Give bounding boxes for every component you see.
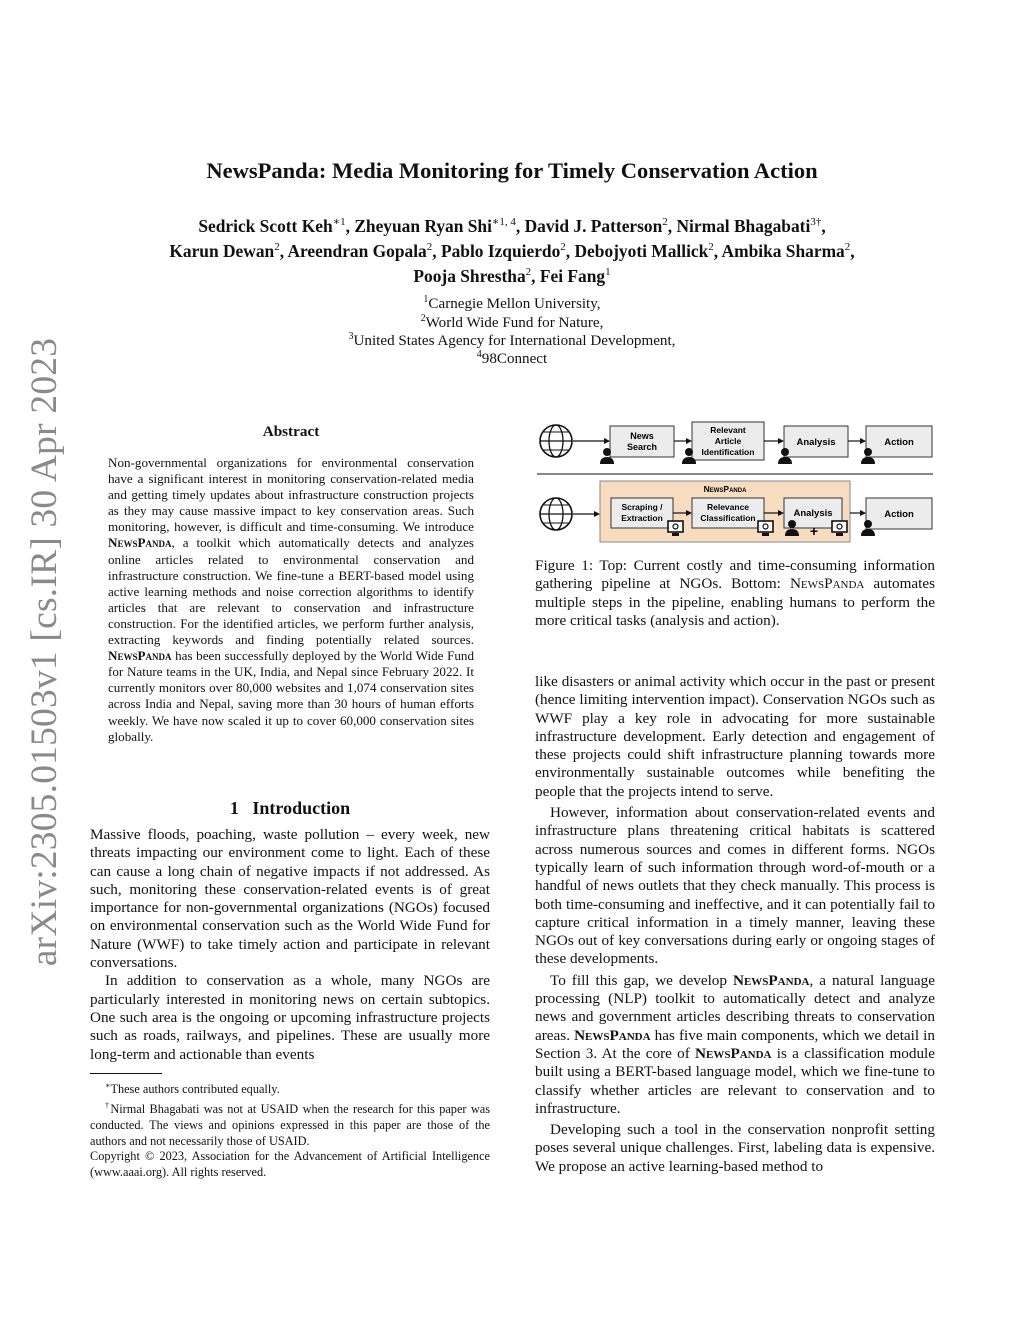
arxiv-identifier-stamp: arXiv:2305.01503v1 [cs.IR] 30 Apr 2023 <box>24 337 65 967</box>
scraping-extraction-node <box>611 498 673 528</box>
section-heading-introduction: 1 Introduction <box>229 798 351 818</box>
svg-text:Scraping /: Scraping / <box>621 502 663 512</box>
svg-text:Action: Action <box>884 437 914 448</box>
figure-1-caption: Figure 1: Top: Current costly and time-consuming information gathering pipeline at NGOs. Bottom: NewsPanda automates multiple steps in the pipeline, enabling humans to perform the more critical tasks (analysis and action). <box>535 557 935 629</box>
plus-icon: + <box>809 523 819 539</box>
affiliation: $^1$Carnegie Mellon University, <box>423 294 601 313</box>
footnote-1: ∗These authors contributed equally. <box>105 1081 280 1097</box>
right-paragraph-4: Developing such a tool in the conservation nonprofit setting poses several unique challenges. First, labeling data is expensive. We propose an active learning-based method to <box>535 1121 935 1175</box>
globe-icon <box>540 498 572 530</box>
svg-text:Analysis: Analysis <box>796 437 836 448</box>
intro-paragraph-2: In addition to conservation as a whole, many NGOs are particularly interested in monitoring news on certain subtopics. One such area is the ongoing or upcoming infrastructure projects such as roads, railways, and pipelines. These are usually more long-term and actionable than events <box>90 972 490 1063</box>
top-pipeline <box>540 422 932 464</box>
author-line-1: Sedrick Scott Keh$^{∗1}$, Zheyuan Ryan Shi$^{∗1, 4}$, David J. Patterson$^2$, Nirmal Bhagabati$^{3\dagger}$, <box>198 215 826 236</box>
bottom-pipeline <box>540 481 932 542</box>
affiliation: $^3$United States Agency for International Development, <box>348 331 676 350</box>
footnote-2: †Nirmal Bhagabati was not at USAID when the research for this paper was conducted. The views and opinions expressed in this paper are those of the authors and not necessarily those of USAID. <box>90 1100 491 1148</box>
action-node-automated <box>866 498 932 529</box>
svg-text:Relevant: Relevant <box>710 425 746 435</box>
svg-text:Analysis: Analysis <box>793 508 833 519</box>
right-column-body <box>535 673 935 1176</box>
action-node <box>866 426 932 457</box>
news-search-node <box>610 426 674 457</box>
paper-title: NewsPanda: Media Monitoring for Timely Conservation Action <box>206 158 818 183</box>
pipeline-diagram-svg <box>533 418 937 548</box>
footnotes <box>90 1078 490 1181</box>
svg-text:Relevance: Relevance <box>706 502 750 512</box>
abstract-heading: Abstract <box>262 423 320 440</box>
footnote-divider <box>90 1073 162 1074</box>
abstract-body: Non-governmental organizations for environmental conservation have a significant interest in monitoring conservation-related media and getting timely updates about infrastructure construction projects as they may cause massive impact to key conservation areas. Such monitoring, however, is difficult and time-consuming. We introduce NewsPanda, a toolkit which automatically detects and analyzes online articles related to environmental conservation and infrastructure construction. We fine-tune a BERT-based model using active learning methods and noise correction algorithms to identify articles that are relevant to conservation and infrastructure construction. For the identified articles, we perform further analysis, extracting keywords and finding potentially related sources. NewsPanda has been successfully deployed by the World Wide Fund for Nature teams in the UK, India, and Nepal since February 2022. It currently monitors over 80,000 websites and 1,074 conservation sites across India and Nepal, saving more than 30 hours of human efforts weekly. We have now scaled it up to cover 60,000 conservation sites globally. <box>108 455 474 744</box>
analysis-node <box>784 426 848 457</box>
svg-text:Classification: Classification <box>700 513 756 523</box>
author-line-3: Pooja Shrestha$^2$, Fei Fang$^1$ <box>413 265 611 286</box>
author-line-2: Karun Dewan$^2$, Areendran Gopala$^2$, Pablo Izquierdo$^2$, Debojyoti Mallick$^2$, Ambika Sharma$^2$, <box>169 240 855 261</box>
right-paragraph-1: like disasters or animal activity which occur in the past or present (hence limiting intervention impact). Conservation NGOs such as WWF play a key role in advocating for more sustainable infrastructure development. Early detection and engagement of these projects could shift infrastructure planning towards more environmentally sustainable outcomes while benefiting the people that the projects intend to serve. <box>535 673 935 800</box>
right-paragraph-2: However, information about conservation-related events and infrastructure plans threatening critical habitats is scattered across numerous sources and comes in different forms. NGOs typically learn of such information through word-of-mouth or a handful of news outlets that they check manually. This process is both time-consuming and ineffective, and it can potentially fail to capture critical information in a timely manner, leaving these NGOs out of key conversations during early or ongoing stages of these developments. <box>535 804 935 968</box>
svg-text:Identification: Identification <box>701 447 755 457</box>
svg-text:News: News <box>630 431 654 441</box>
globe-icon <box>540 425 572 457</box>
intro-paragraph-1: Massive floods, poaching, waste pollution – every week, new threats impacting our environment come to light. Each of these can cause a long chain of negative impacts if not addressed. As such, monitoring these conservation-related events is of great importance for non-governmental organizations (NGOs) focused on environmental conservation such as the World Wide Fund for Nature (WWF) to take timely action and participate in relevant conversations. <box>90 826 490 972</box>
svg-text:Article: Article <box>714 436 742 446</box>
affiliation: $^4$98Connect <box>476 349 548 368</box>
svg-text:Action: Action <box>884 509 914 520</box>
relevant-article-identification-node <box>692 422 764 460</box>
newspanda-panel-title: NewsPanda <box>703 484 747 494</box>
svg-text:Search: Search <box>626 442 658 452</box>
right-paragraph-3: To fill this gap, we develop NewsPanda, a natural language processing (NLP) toolkit to automatically detect and analyze news and government articles describing threats to conservation areas. NewsPanda has five main components, which we detail in Section 3. At the core of NewsPanda is a classification module built using a BERT-based language model, which we fine-tune to classify whether articles are relevant to conservation and to infrastructure. <box>535 971 935 1117</box>
affiliation: $^2$World Wide Fund for Nature, <box>420 313 604 332</box>
relevance-classification-node <box>692 498 764 528</box>
copyright-notice: Copyright © 2023, Association for the Advancement of Artificial Intelligence (www.aaai.org). All rights reserved. <box>90 1149 490 1180</box>
svg-text:Extraction: Extraction <box>621 513 663 523</box>
figure-1-pipeline-diagram <box>533 418 937 548</box>
introduction-body <box>90 826 490 1064</box>
